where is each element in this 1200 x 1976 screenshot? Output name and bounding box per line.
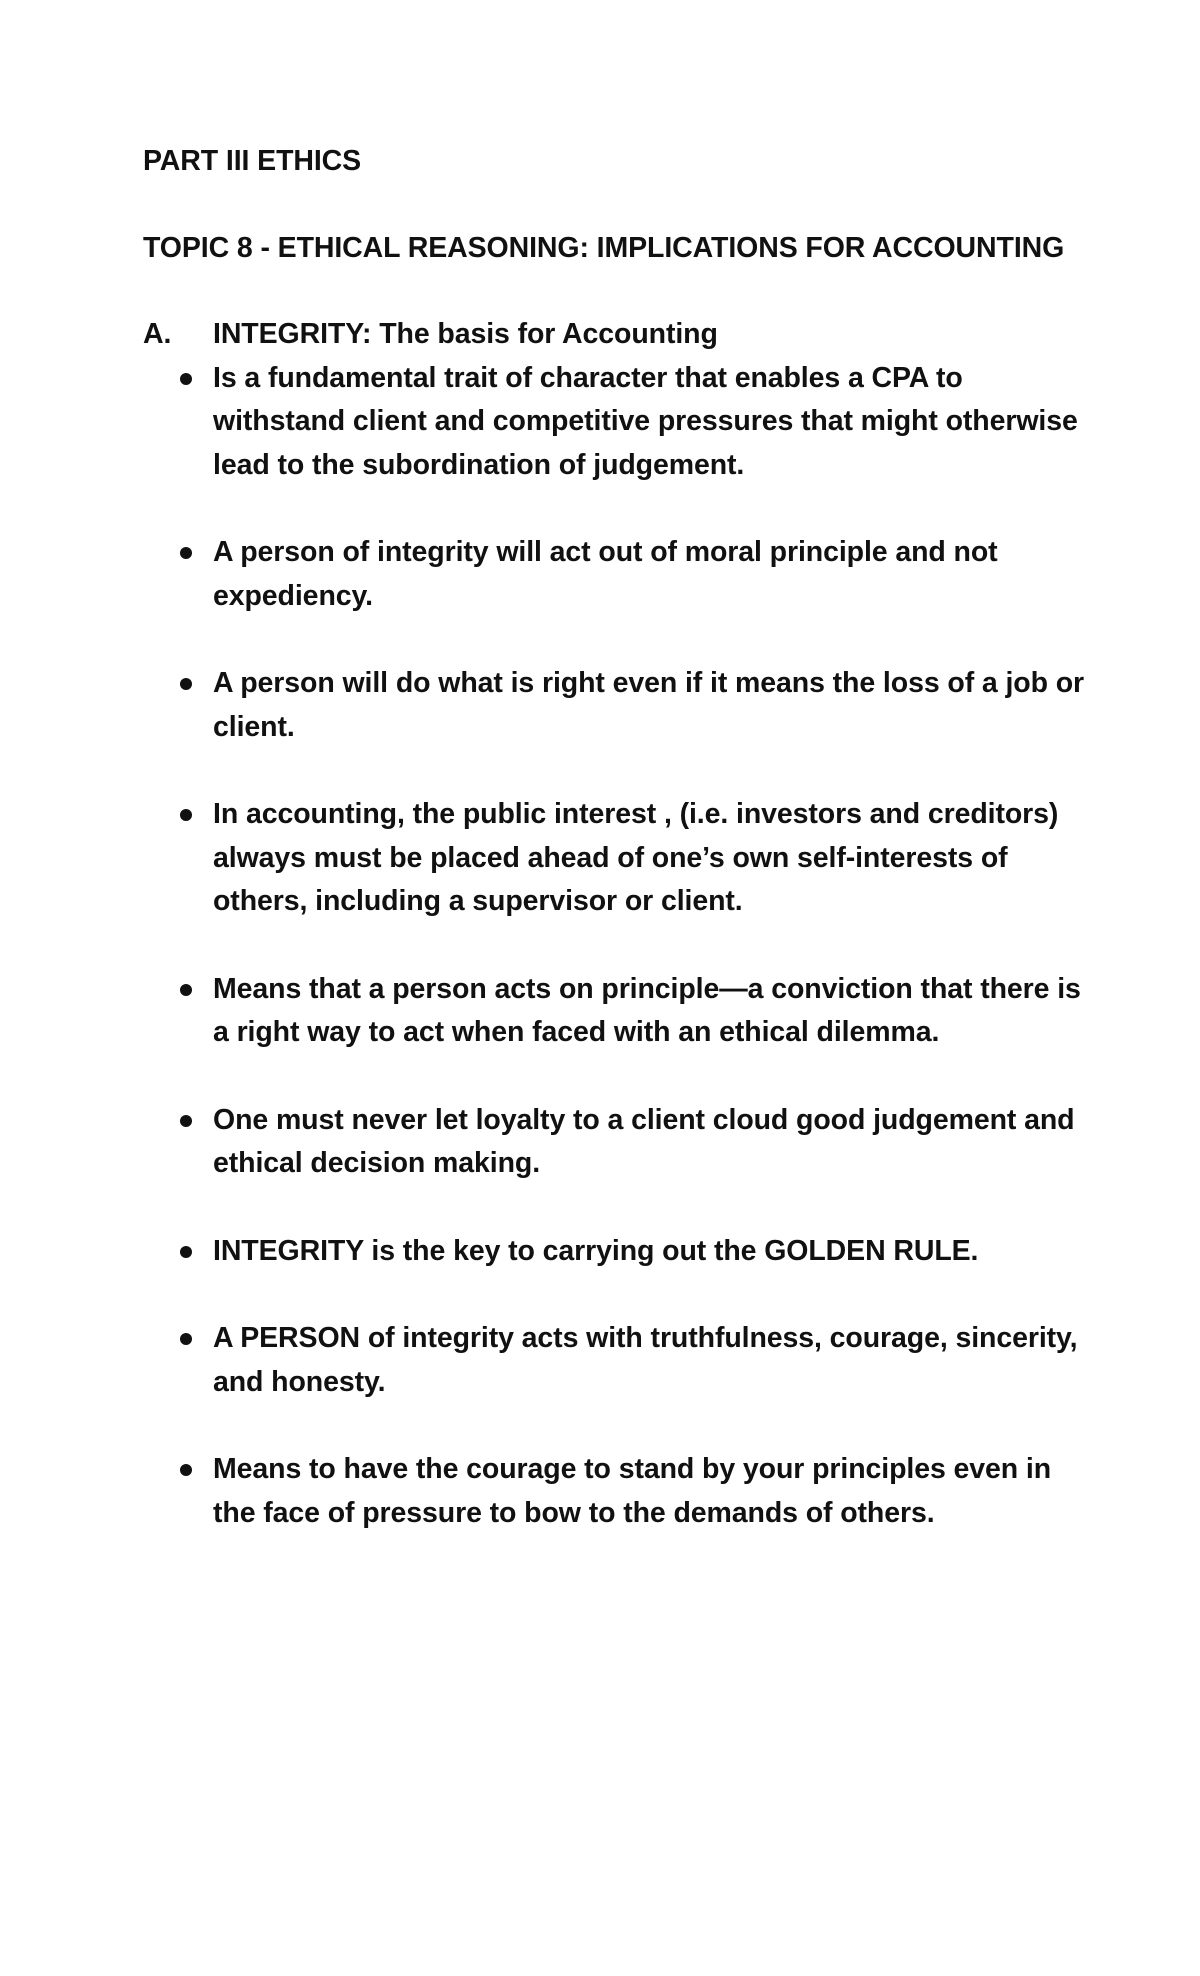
section-letter: A. — [143, 318, 172, 350]
list-item — [143, 793, 1093, 924]
topic-title: TOPIC 8 - ETHICAL REASONING: IMPLICATIONS FOR ACCOUNTING — [143, 231, 1065, 264]
document-content — [143, 140, 1093, 1579]
list-item — [143, 531, 1093, 618]
section-heading — [143, 313, 1093, 357]
list-item — [143, 1099, 1093, 1186]
bullet-text: A person of integrity will act out of moral principle and not expediency. — [213, 536, 998, 612]
bullet-text: One must never let loyalty to a client cloud good judgement and ethical decision making. — [213, 1103, 1075, 1179]
bullet-text: A person will do what is right even if it means the loss of a job or client. — [213, 667, 1085, 743]
list-item — [143, 1317, 1093, 1404]
bullet-icon — [180, 1115, 192, 1127]
bullet-text: In accounting, the public interest , (i.e. investors and creditors) always must be placed ahead of one’s own self-interests of others, including a supervisor or client. — [213, 798, 1059, 917]
bullet-text: INTEGRITY is the key to carrying out the GOLDEN RULE. — [213, 1234, 979, 1267]
section-heading-text: INTEGRITY: The basis for Accounting — [213, 318, 718, 350]
bullet-text: A PERSON of integrity acts with truthfulness, courage, sincerity, and honesty. — [213, 1322, 1078, 1398]
bullet-icon — [180, 1246, 192, 1258]
bullet-icon — [180, 1464, 192, 1476]
bullet-icon — [180, 678, 192, 690]
list-item — [143, 662, 1093, 749]
bullet-icon — [180, 984, 192, 996]
list-item — [143, 1230, 1093, 1274]
bullet-icon — [180, 547, 192, 559]
list-item — [143, 357, 1093, 488]
bullet-text: Means to have the courage to stand by your principles even in the face of pressure to bow to the demands of others. — [213, 1453, 1052, 1529]
bullet-icon — [180, 1333, 192, 1345]
list-item — [143, 1448, 1093, 1535]
bullet-list — [143, 357, 1093, 1536]
bullet-text: Means that a person acts on principle—a conviction that there is a right way to act when faced with an ethical dilemma. — [213, 972, 1081, 1048]
part-title: PART III ETHICS — [143, 145, 362, 177]
bullet-icon — [180, 809, 192, 821]
list-item — [143, 968, 1093, 1055]
bullet-icon — [180, 373, 192, 385]
bullet-text: Is a fundamental trait of character that enables a CPA to withstand client and competitive pressures that might otherwise lead to the subordination of judgement. — [213, 361, 1078, 481]
